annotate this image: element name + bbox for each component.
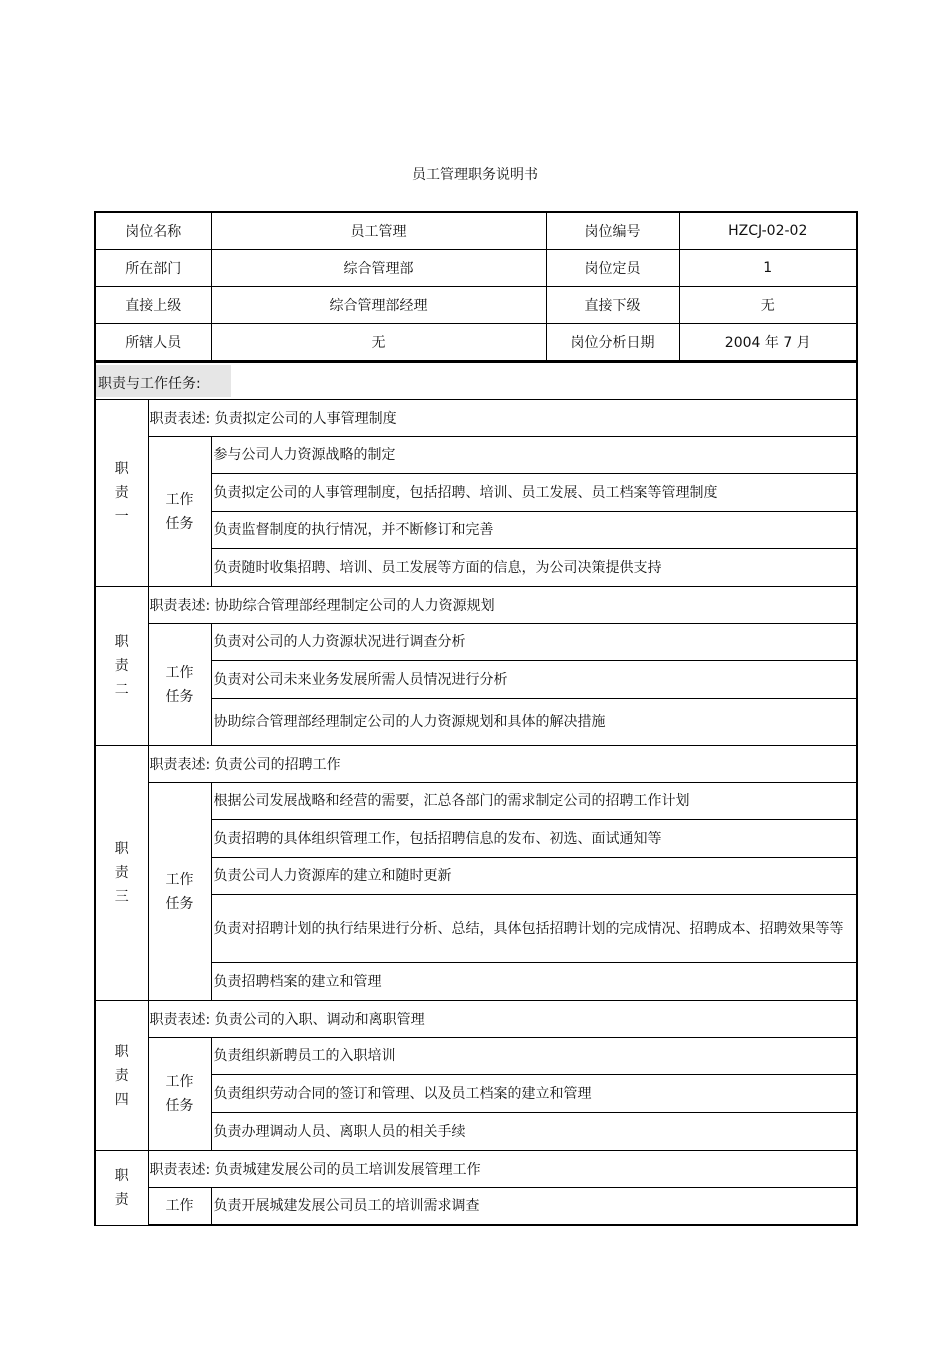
job-description-sheet xyxy=(94,211,856,1226)
duty-label-text: 职 责 xyxy=(114,1167,129,1208)
task-row xyxy=(95,624,857,661)
duty-description-row xyxy=(95,1001,857,1038)
task-item: 根据公司发展战略和经营的需要，汇总各部门的需求制定公司的招聘工作计划 xyxy=(211,783,857,820)
duty-label xyxy=(95,1001,148,1151)
field-label: 所在部门 xyxy=(95,250,211,287)
field-value: 无 xyxy=(211,324,546,361)
header-row xyxy=(95,287,857,324)
task-item: 负责组织新聘员工的入职培训 xyxy=(211,1038,857,1075)
section-title: 职责与工作任务: xyxy=(96,365,231,397)
field-label: 直接上级 xyxy=(95,287,211,324)
duty-label xyxy=(95,1151,148,1226)
task-item: 负责监督制度的执行情况，并不断修订和完善 xyxy=(211,512,857,549)
task-row xyxy=(95,783,857,820)
task-row xyxy=(95,1188,857,1226)
duty-description: 职责表述: 负责城建发展公司的员工培训发展管理工作 xyxy=(148,1151,857,1188)
duty-description-row xyxy=(95,746,857,783)
task-label-text: 工作 任务 xyxy=(165,491,194,532)
field-label: 岗位定员 xyxy=(546,250,679,287)
task-item: 负责对公司未来业务发展所需人员情况进行分析 xyxy=(211,661,857,699)
field-label: 岗位编号 xyxy=(546,212,679,250)
field-value: 综合管理部经理 xyxy=(211,287,546,324)
header-row xyxy=(95,324,857,361)
field-value: 1 xyxy=(679,250,857,287)
header-row xyxy=(95,250,857,287)
task-item: 参与公司人力资源战略的制定 xyxy=(211,437,857,474)
task-item: 负责开展城建发展公司员工的培训需求调查 xyxy=(211,1188,857,1226)
header-table xyxy=(94,211,858,361)
task-label-text: 工作 任务 xyxy=(165,871,194,912)
field-value: HZCJ-02-02 xyxy=(679,212,857,250)
task-label-text: 工作 任务 xyxy=(165,1074,194,1114)
task-row xyxy=(95,1038,857,1075)
duty-label-text: 职 责 四 xyxy=(114,1043,129,1108)
duty-description-row xyxy=(95,587,857,624)
duty-label xyxy=(95,587,148,746)
task-label xyxy=(148,1188,211,1226)
field-label: 直接下级 xyxy=(546,287,679,324)
task-label xyxy=(148,1038,211,1151)
duty-label-text: 职 责 三 xyxy=(114,841,129,905)
duties-table xyxy=(94,361,858,1226)
task-row xyxy=(95,437,857,474)
task-item: 负责公司人力资源库的建立和随时更新 xyxy=(211,858,857,895)
duty-description: 职责表述: 负责拟定公司的人事管理制度 xyxy=(148,400,857,437)
task-item: 负责随时收集招聘、培训、员工发展等方面的信息，为公司决策提供支持 xyxy=(211,549,857,587)
header-row xyxy=(95,212,857,250)
field-label: 岗位分析日期 xyxy=(546,324,679,361)
field-label: 岗位名称 xyxy=(95,212,211,250)
field-value: 2004 年 7 月 xyxy=(679,324,857,361)
task-label xyxy=(148,783,211,1001)
duty-label-text: 职 责 二 xyxy=(114,634,129,698)
task-item: 负责对招聘计划的执行结果进行分析、总结，具体包括招聘计划的完成情况、招聘成本、招聘效果等等 xyxy=(211,895,857,963)
task-label-text: 工作 任务 xyxy=(165,664,194,705)
duty-label xyxy=(95,400,148,587)
duty-label xyxy=(95,746,148,1001)
document-title: 员工管理职务说明书 xyxy=(412,167,538,183)
task-label xyxy=(148,624,211,746)
task-item: 负责招聘档案的建立和管理 xyxy=(211,963,857,1001)
field-label: 所辖人员 xyxy=(95,324,211,361)
task-item: 负责招聘的具体组织管理工作，包括招聘信息的发布、初选、面试通知等 xyxy=(211,820,857,858)
field-value: 员工管理 xyxy=(211,212,546,250)
section-header xyxy=(95,362,857,400)
duty-description: 职责表述: 负责公司的招聘工作 xyxy=(148,746,857,783)
task-item: 协助综合管理部经理制定公司的人力资源规划和具体的解决措施 xyxy=(211,699,857,746)
task-item: 负责组织劳动合同的签订和管理、以及员工档案的建立和管理 xyxy=(211,1075,857,1113)
field-value: 无 xyxy=(679,287,857,324)
field-value: 综合管理部 xyxy=(211,250,546,287)
duty-description: 职责表述: 协助综合管理部经理制定公司的人力资源规划 xyxy=(148,587,857,624)
task-item: 负责拟定公司的人事管理制度，包括招聘、培训、员工发展、员工档案等管理制度 xyxy=(211,474,857,512)
task-label xyxy=(148,437,211,587)
duty-description: 职责表述: 负责公司的入职、调动和离职管理 xyxy=(148,1001,857,1038)
task-label-text: 工作 xyxy=(165,1198,194,1214)
duty-description-row xyxy=(95,400,857,437)
task-item: 负责办理调动人员、离职人员的相关手续 xyxy=(211,1113,857,1151)
duty-description-row xyxy=(95,1151,857,1188)
duty-label-text: 职 责 一 xyxy=(114,461,129,525)
task-item: 负责对公司的人力资源状况进行调查分析 xyxy=(211,624,857,661)
